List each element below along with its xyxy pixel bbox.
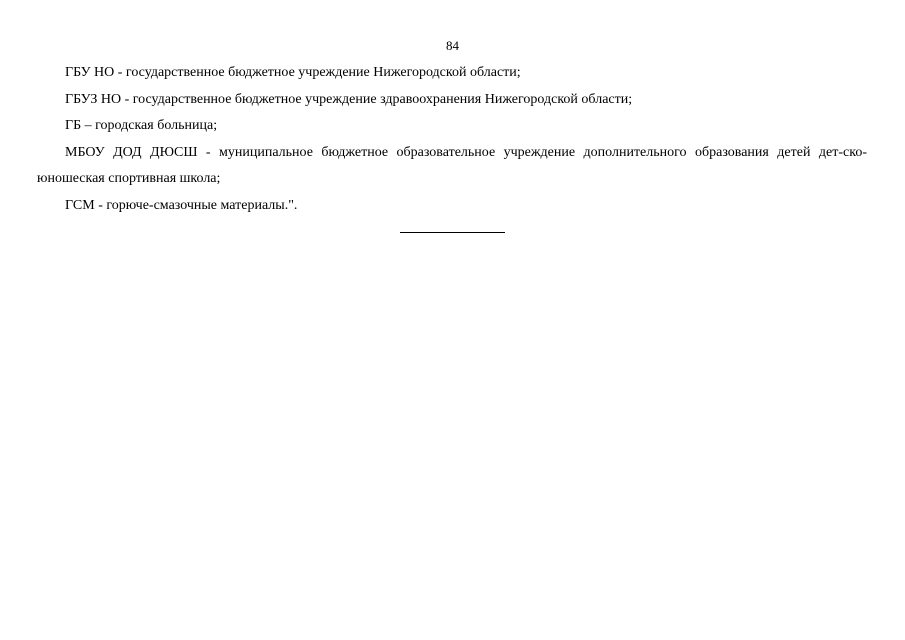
page-number: 84 — [446, 38, 459, 53]
abbreviations-list — [37, 60, 867, 219]
abbreviation-gb: ГБ – городская больница; — [65, 118, 218, 133]
abbreviation-gbuz-no: ГБУЗ НО - государственное бюджетное учреждение здравоохранения Нижегородской области; — [65, 91, 633, 107]
abbreviation-gbu-no: ГБУ НО - государственное бюджетное учреждение Нижегородской области; — [65, 65, 521, 80]
abbreviation-gsm: ГСМ - горюче-смазочные материалы.". — [65, 197, 298, 213]
abbreviation-mbou-dod-dyussh: МБОУ ДОД ДЮСШ - муниципальное бюджетное образовательное учреждение дополнительного образования детей дет-ско-юношеская спортивная школа; — [37, 144, 867, 186]
end-divider-line — [400, 232, 505, 233]
